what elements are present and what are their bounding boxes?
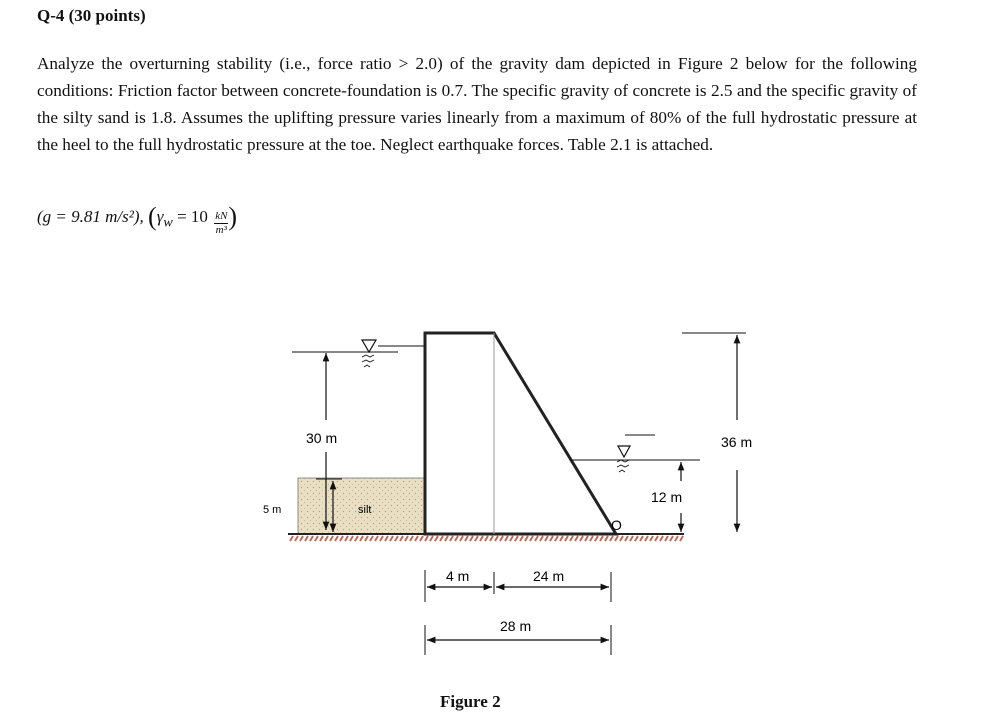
hatch-stroke bbox=[575, 536, 578, 541]
hatch-stroke bbox=[675, 536, 678, 541]
hatch-stroke bbox=[475, 536, 478, 541]
hatch-stroke bbox=[355, 536, 358, 541]
hatch-stroke bbox=[620, 536, 623, 541]
hatch-stroke bbox=[335, 536, 338, 541]
hatch-stroke bbox=[365, 536, 368, 541]
hatch-stroke bbox=[570, 536, 573, 541]
hatch-stroke bbox=[505, 536, 508, 541]
dam-height-label: 36 m bbox=[721, 434, 753, 450]
hatch-stroke bbox=[295, 536, 298, 541]
hatch-stroke bbox=[320, 536, 323, 541]
hatch-stroke bbox=[395, 536, 398, 541]
hatch-stroke bbox=[640, 536, 643, 541]
hatch-stroke bbox=[450, 536, 453, 541]
close-paren: ) bbox=[228, 202, 238, 231]
hatch-stroke bbox=[530, 536, 533, 541]
hatch-stroke bbox=[310, 536, 313, 541]
hatch-stroke bbox=[590, 536, 593, 541]
hatch-stroke bbox=[625, 536, 628, 541]
hatch-stroke bbox=[305, 536, 308, 541]
hatch-stroke bbox=[420, 536, 423, 541]
hatch-stroke bbox=[535, 536, 538, 541]
unit-numerator: kN bbox=[215, 210, 228, 222]
hatch-stroke bbox=[665, 536, 668, 541]
hatch-stroke bbox=[330, 536, 333, 541]
hatch-stroke bbox=[470, 536, 473, 541]
gamma-value: = 10 bbox=[177, 207, 208, 226]
hatch-stroke bbox=[645, 536, 648, 541]
hatch-stroke bbox=[300, 536, 303, 541]
hatch-stroke bbox=[525, 536, 528, 541]
question-title: Q-4 (30 points) bbox=[37, 6, 146, 25]
hatch-stroke bbox=[385, 536, 388, 541]
hatch-stroke bbox=[315, 536, 318, 541]
upstream-water-ripple-icon bbox=[362, 355, 374, 367]
hatch-stroke bbox=[350, 536, 353, 541]
hatch-stroke bbox=[380, 536, 383, 541]
hatch-stroke bbox=[455, 536, 458, 541]
hatch-stroke bbox=[435, 536, 438, 541]
hatch-stroke bbox=[595, 536, 598, 541]
tailwater-label: 12 m bbox=[651, 489, 683, 505]
hatch-stroke bbox=[630, 536, 633, 541]
hatch-stroke bbox=[290, 536, 293, 541]
hatch-stroke bbox=[325, 536, 328, 541]
hatch-stroke bbox=[650, 536, 653, 541]
hatch-stroke bbox=[370, 536, 373, 541]
hatch-stroke bbox=[610, 536, 613, 541]
hatch-stroke bbox=[635, 536, 638, 541]
hatch-stroke bbox=[615, 536, 618, 541]
hatch-stroke bbox=[680, 536, 683, 541]
hatch-stroke bbox=[425, 536, 428, 541]
base-width-label: 28 m bbox=[500, 618, 532, 634]
upstream-depth-label: 30 m bbox=[306, 430, 338, 446]
hatch-stroke bbox=[480, 536, 483, 541]
hatch-stroke bbox=[345, 536, 348, 541]
open-paren: ( bbox=[148, 202, 157, 231]
slope-width-label: 24 m bbox=[533, 568, 565, 584]
tailwater-ripple-icon bbox=[617, 460, 629, 472]
hatch-stroke bbox=[510, 536, 513, 541]
hatch-stroke bbox=[670, 536, 673, 541]
hatch-stroke bbox=[360, 536, 363, 541]
question-text: Analyze the overturning stability (i.e., force ratio > 2.0) of the gravity dam depicted in Figure 2 below for the following conditions: Friction factor between concrete-foundation is 0.7. The specific gravity of concrete is 2.5 and the specific gravity of the silty sand is 1.8. Assumes the uplifting pressure varies linearly from a maximum of 80% of the full hydrostatic pressure at the heel to the full hydrostatic pressure at the toe. Neglect earthquake forces. Table 2.1 is attached. bbox=[37, 54, 917, 154]
gamma-symbol: γ bbox=[156, 207, 164, 226]
hatch-stroke bbox=[555, 536, 558, 541]
hatch-stroke bbox=[545, 536, 548, 541]
hatch-stroke bbox=[600, 536, 603, 541]
hatch-stroke bbox=[515, 536, 518, 541]
hatch-stroke bbox=[495, 536, 498, 541]
hatch-stroke bbox=[400, 536, 403, 541]
hatch-stroke bbox=[550, 536, 553, 541]
gamma-subscript: w bbox=[163, 214, 173, 231]
figure-caption: Figure 2 bbox=[440, 692, 501, 711]
hatch-stroke bbox=[390, 536, 393, 541]
hatch-stroke bbox=[375, 536, 378, 541]
hatch-stroke bbox=[500, 536, 503, 541]
hatch-stroke bbox=[660, 536, 663, 541]
hatch-stroke bbox=[430, 536, 433, 541]
tailwater-level-icon bbox=[618, 446, 630, 457]
hatch-stroke bbox=[405, 536, 408, 541]
silt-label: silt bbox=[358, 504, 372, 516]
hatch-stroke bbox=[340, 536, 343, 541]
hatch-stroke bbox=[520, 536, 523, 541]
hatch-stroke bbox=[445, 536, 448, 541]
hatch-stroke bbox=[655, 536, 658, 541]
hatch-stroke bbox=[560, 536, 563, 541]
hatch-stroke bbox=[485, 536, 488, 541]
hatch-stroke bbox=[410, 536, 413, 541]
hatch-stroke bbox=[440, 536, 443, 541]
silt-depth-label: 5 m bbox=[263, 504, 282, 516]
hatch-stroke bbox=[460, 536, 463, 541]
gravity-constant: (g = 9.81 m/s²), bbox=[37, 207, 144, 226]
unit-denominator: m³ bbox=[215, 224, 227, 236]
hatch-stroke bbox=[490, 536, 493, 541]
hatch-stroke bbox=[415, 536, 418, 541]
dam-body bbox=[425, 333, 616, 534]
hatch-stroke bbox=[585, 536, 588, 541]
hatch-stroke bbox=[605, 536, 608, 541]
toe-point-label: O bbox=[611, 517, 622, 533]
upstream-water-level-icon bbox=[362, 340, 376, 352]
top-width-label: 4 m bbox=[446, 568, 470, 584]
hatch-stroke bbox=[540, 536, 543, 541]
hatch-stroke bbox=[465, 536, 468, 541]
hatch-stroke bbox=[580, 536, 583, 541]
hatch-stroke bbox=[565, 536, 568, 541]
